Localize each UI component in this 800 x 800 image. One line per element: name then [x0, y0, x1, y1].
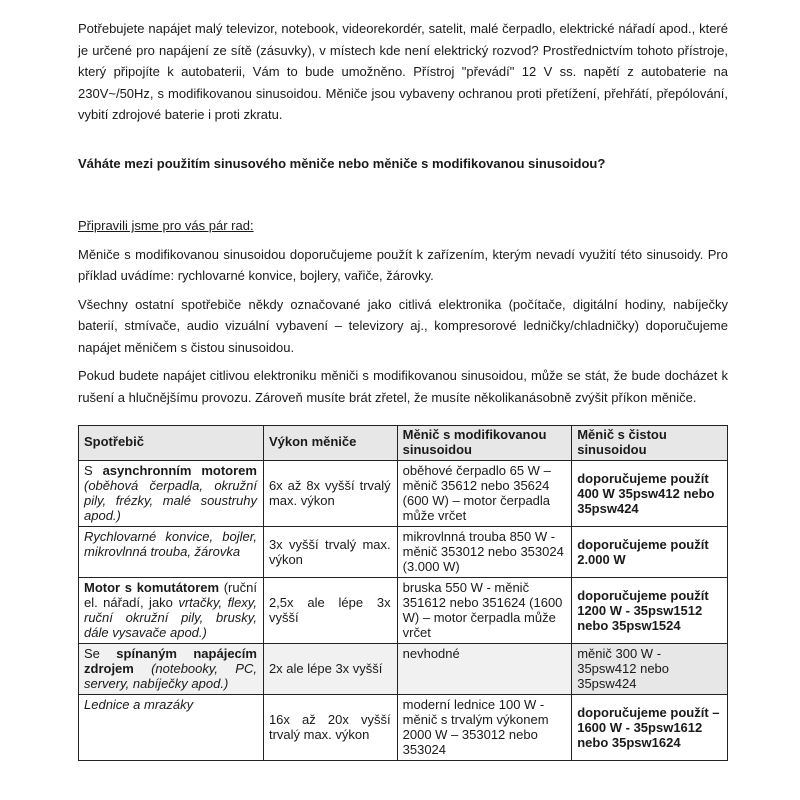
appliance-text: S	[84, 463, 103, 478]
warning-paragraph: Pokud budete napájet citlivou elektroniku měniči s modifikovanou sinusoidou, může se stát, že bude docházet k rušení a hlučnějšímu provozu. Zároveň musíte brát zřetel, že musíte několikanásobně zvýšit příkon měniče.	[78, 368, 728, 405]
header-inverter-power: Výkon měniče	[263, 426, 397, 461]
appliance-text-italic: (notebooky, PC, servery, nabíječky apod.)	[84, 661, 257, 691]
pure-sine-cell: doporučujeme použít 400 W 35psw412 nebo 35psw424	[572, 461, 728, 527]
appliance-cell	[79, 527, 264, 578]
modified-sine-paragraph: Měniče s modifikovanou sinusoidou doporučujeme použít k zařízením, kterým nevadí využití této sinusoidy. Pro příklad uvádíme: rychlovarné konvice, bojlery, vařiče, žárovky.	[78, 246, 728, 283]
header-modified-sine: Měnič s modifikovanou sinusoidou	[397, 426, 572, 461]
pure-sine-cell: doporučujeme použít 2.000 W	[572, 527, 728, 578]
question-heading: Váháte mezi použitím sinusového měniče nebo měniče s modifikovanou sinusoidou?	[78, 155, 606, 171]
appliance-text: Se	[84, 646, 117, 661]
pure-sine-paragraph: Všechny ostatní spotřebiče někdy označované jako citlivá elektronika (počítače, digitální hodiny, nabíječky baterií, stmívače, audio vizuální vybavení – televizory aj., kompresorové ledničky/chladničky) doporučujeme napájet měničem s čistou sinusoidou.	[78, 296, 728, 355]
table-row	[79, 527, 728, 578]
pure-sine-cell: doporučujeme použít – 1600 W - 35psw1612 nebo 35psw1624	[572, 695, 728, 761]
appliance-text-italic: Rychlovarné konvice, bojler, mikrovlnná trouba, žárovka	[84, 529, 257, 559]
appliance-text-italic: (oběhová čerpadla, okružní pily, frézky, malé soustruhy apod.)	[84, 478, 257, 523]
appliance-text-bold: spínaným napájecím zdrojem	[84, 646, 257, 676]
power-cell: 2,5x ale lépe 3x vyšší	[263, 578, 397, 644]
modified-sine-cell: moderní lednice 100 W - měnič s trvalým výkonem 2000 W – 353012 nebo 353024	[397, 695, 572, 761]
intro-paragraph: Potřebujete napájet malý televizor, notebook, videorekordér, satelit, malé čerpadlo, elektrické nářadí apod., které je určené pro napájení ze sítě (zásuvky), v místech kde není elektrický rozvod? Prostřednictvím tohoto přístroje, který připojíte k autobaterii, Vám to bude umožněno. Přístroj "převádí" 12 V ss. napětí z autobaterie na 230V~/50Hz, s modifikovanou sinusoidou. Měniče jsou vybaveny ochranou proti přetížení, přehřátí, přepólování, vybití zdrojové baterie i proti zkratu.	[78, 21, 728, 122]
header-pure-sine: Měnič s čistou sinusoidou	[572, 426, 728, 461]
modified-sine-cell: oběhové čerpadlo 65 W – měnič 35612 nebo 35624 (600 W) – motor čerpadla může vrčet	[397, 461, 572, 527]
modified-sine-cell: bruska 550 W - měnič 351612 nebo 351624 (1600 W) – motor čerpadla může vrčet	[397, 578, 572, 644]
appliance-cell	[79, 644, 264, 695]
appliance-cell	[79, 695, 264, 761]
power-cell: 3x vyšší trvalý max. výkon	[263, 527, 397, 578]
appliance-text-mid: (ruční el. nářadí, jako	[84, 580, 257, 610]
tips-heading: Připravili jsme pro vás pár rad:	[78, 218, 254, 233]
inverter-comparison-table	[78, 425, 728, 761]
modified-sine-cell: mikrovlnná trouba 850 W - měnič 353012 nebo 353024 (3.000 W)	[397, 527, 572, 578]
power-cell: 16x až 20x vyšší trvalý max. výkon	[263, 695, 397, 761]
table-row	[79, 695, 728, 761]
table-row	[79, 644, 728, 695]
pure-sine-cell: doporučujeme použít 1200 W - 35psw1512 nebo 35psw1524	[572, 578, 728, 644]
table-row	[79, 578, 728, 644]
appliance-text-italic: Lednice a mrazáky	[84, 697, 194, 712]
appliance-cell	[79, 461, 264, 527]
pure-sine-cell: měnič 300 W - 35psw412 nebo 35psw424	[572, 644, 728, 695]
appliance-text-bold: Motor s komutátorem	[84, 580, 220, 595]
table-header-row	[79, 426, 728, 461]
appliance-text-bold: asynchronním motorem	[102, 463, 257, 478]
table-row	[79, 461, 728, 527]
power-cell: 6x až 8x vyšší trvalý max. výkon	[263, 461, 397, 527]
appliance-cell	[79, 578, 264, 644]
appliance-text-italic: vrtačky, flexy, ruční okružní pily, brusky, dále vysavače apod.)	[84, 595, 257, 640]
modified-sine-cell: nevhodné	[397, 644, 572, 695]
header-appliance: Spotřebič	[79, 426, 264, 461]
power-cell: 2x ale lépe 3x vyšší	[263, 644, 397, 695]
